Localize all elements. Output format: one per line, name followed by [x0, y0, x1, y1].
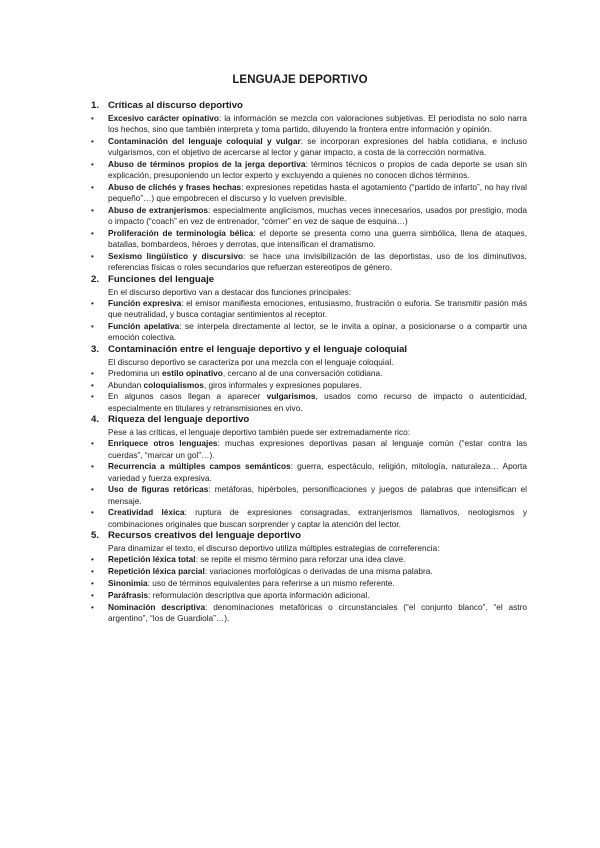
section-intro: En el discurso deportivo van a destacar dos funciones principales: [108, 286, 352, 297]
section-number: 3. [91, 343, 100, 355]
item-term: Función expresiva [108, 297, 182, 308]
section-heading [91, 414, 527, 427]
item-term: Abuso de extranjerismos [108, 204, 209, 215]
section-heading [91, 344, 527, 357]
item-lead-text: Predomina un [108, 367, 162, 378]
section-heading [91, 530, 527, 543]
list-item [91, 578, 527, 589]
item-term: Repetición léxica parcial [108, 566, 205, 577]
section-heading-text: Contaminación entre el lenguaje deportivo y el lenguaje coloquial [108, 343, 408, 355]
item-text: : variaciones morfológicas o derivadas de una misma palabra. [204, 566, 433, 577]
section-number: 4. [91, 414, 100, 426]
list-item [91, 507, 527, 529]
item-text: : el emisor manifiesta emociones, entusiasmo, frustración o euforia. Se transmitir pasión más que neutralidad, y busca contagiar sentimientos al receptor. [108, 297, 527, 319]
bullet-icon: • [91, 578, 94, 588]
item-lead-text: En algunos casos llegan a aparecer [108, 391, 267, 402]
section-5 [91, 530, 527, 624]
section-heading-text: Funciones del lenguaje [108, 273, 215, 285]
item-term: Abuso de términos propios de la jerga deportiva [108, 158, 306, 169]
section-2 [91, 274, 527, 343]
item-text: : denominaciones metafóricas o circunstanciales (“el conjunto blanco”, “el astro argentino”, “los de Guardiola”…). [108, 601, 527, 623]
list-item [91, 298, 527, 320]
item-text: : uso de términos equivalentes para referirse a un mismo referente. [147, 577, 395, 588]
item-term: Uso de figuras retóricas [108, 484, 209, 495]
item-lead-text: Abundan [108, 379, 144, 390]
list-item [91, 136, 527, 158]
item-term: Recurrencia a múltiples campos semánticos [108, 461, 291, 472]
item-text: , usados como recurso de impacto o autenticidad, especialmente en titulares y retransmisiones en vivo. [108, 391, 527, 413]
item-text: : metáforas, hipérboles, personificaciones y juegos de palabras que intensifican el mensaje. [108, 484, 527, 506]
item-text: : guerra, espectáculo, religión, mitología, naturaleza… Aporta variedad y fuerza expresiva. [108, 461, 527, 483]
item-text: , giros informales y expresiones populares. [203, 379, 362, 390]
list-item [91, 159, 527, 181]
section-number: 2. [91, 273, 100, 285]
bullet-icon: • [91, 567, 94, 577]
list-item [91, 368, 527, 379]
bullet-icon: • [91, 368, 94, 378]
bullet-icon: • [91, 136, 94, 146]
bullet-icon: • [91, 555, 94, 565]
item-text: : expresiones repetidas hasta el agotamiento (“partido de infarto”, no hay rival pequeño”…) que empobrecen el discurso y lo vuelven previsible. [108, 181, 528, 203]
bullet-icon: • [91, 439, 94, 449]
section-intro: Pese a las críticas, el lenguaje deportivo también puede ser extremadamente rico: [108, 427, 411, 438]
section-4 [91, 414, 527, 529]
list-item [91, 205, 527, 227]
bullet-icon: • [91, 182, 94, 192]
section-heading-text: Críticas al discurso deportivo [108, 100, 243, 111]
section-intro: Para dinamizar el texto, el discurso deportivo utiliza múltiples estrategias de correferencia: [108, 543, 440, 554]
item-term: Sinonimia [108, 577, 148, 588]
list-item [91, 566, 527, 577]
list-item [91, 251, 527, 273]
list-item [91, 380, 527, 391]
item-term: Enriquece otros lenguajes [108, 438, 218, 449]
item-term: Sexismo lingüístico y discursivo [108, 250, 244, 261]
item-term: vulgarismos [266, 391, 316, 402]
bullet-icon: • [91, 508, 94, 518]
list-item [91, 554, 527, 565]
item-term: Creatividad léxica [108, 507, 185, 518]
item-term: Excesivo carácter opinativo [108, 112, 219, 123]
item-text: : se incorporan expresiones del habla cotidiana, e incluso vulgarismos, con el objetivo de acercarse al lector y ganar impacto, a costa de la corrección normativa. [108, 135, 527, 157]
item-text: : se repite el mismo término para reforzar una idea clave. [195, 554, 406, 565]
document-body [91, 100, 527, 625]
section-1 [91, 100, 527, 273]
section-3 [91, 344, 527, 414]
section-heading [91, 100, 527, 113]
document-title: LENGUAJE DEPORTIVO [232, 74, 368, 86]
item-term: Abuso de clichés y frases hechas [108, 181, 242, 192]
section-heading-text: Riqueza del lenguaje deportivo [108, 414, 250, 426]
bullet-icon: • [91, 113, 94, 123]
bullet-icon: • [91, 380, 94, 390]
list-item [91, 113, 527, 135]
item-term: Paráfrasis [108, 589, 149, 600]
item-term: Proliferación de terminología bélica [108, 227, 254, 238]
item-term: estilo opinativo [161, 367, 223, 378]
bullet-icon: • [91, 321, 94, 331]
section-number: 5. [91, 530, 100, 542]
item-text: : reformulación descriptiva que aporta información adicional. [148, 589, 370, 600]
bullet-icon: • [91, 159, 94, 169]
item-text: : muchas expresiones deportivas pasan al lenguaje común (“estar contra las cuerdas”, “marcar un gol”…). [108, 438, 527, 460]
list-item [91, 590, 527, 601]
list-item [91, 391, 527, 413]
item-text: : ruptura de expresiones consagradas, extranjerismos llamativos, neologismos y combinaciones originales que buscan sorprender y captar la atención del lector. [108, 507, 528, 529]
item-term: Nominación descriptiva [108, 601, 206, 612]
item-text: , cercano al de una conversación cotidiana. [222, 367, 383, 378]
bullet-icon: • [91, 485, 94, 495]
bullet-icon: • [91, 228, 94, 238]
item-text: : especialmente anglicismos, muchas veces innecesarios, usados por prestigio, moda o impacto (“coach” en vez de entrenador, “córner” en vez de saque de esquina…) [108, 204, 527, 226]
item-text: : términos técnicos o propios de cada deporte se usan sin explicación, presuponiendo un lector experto y excluyendo a quienes no conocen dichos términos. [108, 158, 528, 180]
list-item [91, 321, 527, 343]
bullet-icon: • [91, 392, 94, 402]
section-number: 1. [91, 100, 100, 111]
item-text: : se interpela directamente al lector, se le invita a opinar, a posicionarse o a compartir una emoción colectiva. [108, 320, 527, 342]
item-term: Función apelativa [108, 320, 180, 331]
list-item [91, 182, 527, 204]
bullet-icon: • [91, 298, 94, 308]
section-heading-text: Recursos creativos del lenguaje deportivo [108, 530, 302, 542]
bullet-icon: • [91, 462, 94, 472]
item-term: Contaminación del lenguaje coloquial y vulgar [108, 135, 301, 146]
item-term: Repetición léxica total [108, 554, 196, 565]
bullet-icon: • [91, 251, 94, 261]
item-text: : se hace una invisibilización de las deportistas, uso de los diminutivos, referencias físicas o roles secundarios que refuerzan estereotipos de género. [108, 250, 527, 272]
bullet-icon: • [91, 602, 94, 612]
list-item [91, 228, 527, 250]
bullet-icon: • [91, 590, 94, 600]
list-item [91, 484, 527, 506]
item-term: coloquialismos [143, 379, 204, 390]
bullet-icon: • [91, 205, 94, 215]
list-item [91, 461, 527, 483]
section-heading [91, 274, 527, 287]
item-text: : la información se mezcla con valoraciones subjetivas. El periodista no solo narra los hechos, sino que también interpreta y toma partido, diluyendo la frontera entre información y opinión. [108, 112, 527, 134]
list-item [91, 438, 527, 460]
item-text: : el deporte se presenta como una guerra simbólica, llena de ataques, batallas, bombardeos, héroes y derrotas, que intensifican el dramatismo. [108, 227, 528, 249]
section-intro: El discurso deportivo se caracteriza por una mezcla con el lenguaje coloquial. [108, 356, 394, 367]
list-item [91, 602, 527, 624]
